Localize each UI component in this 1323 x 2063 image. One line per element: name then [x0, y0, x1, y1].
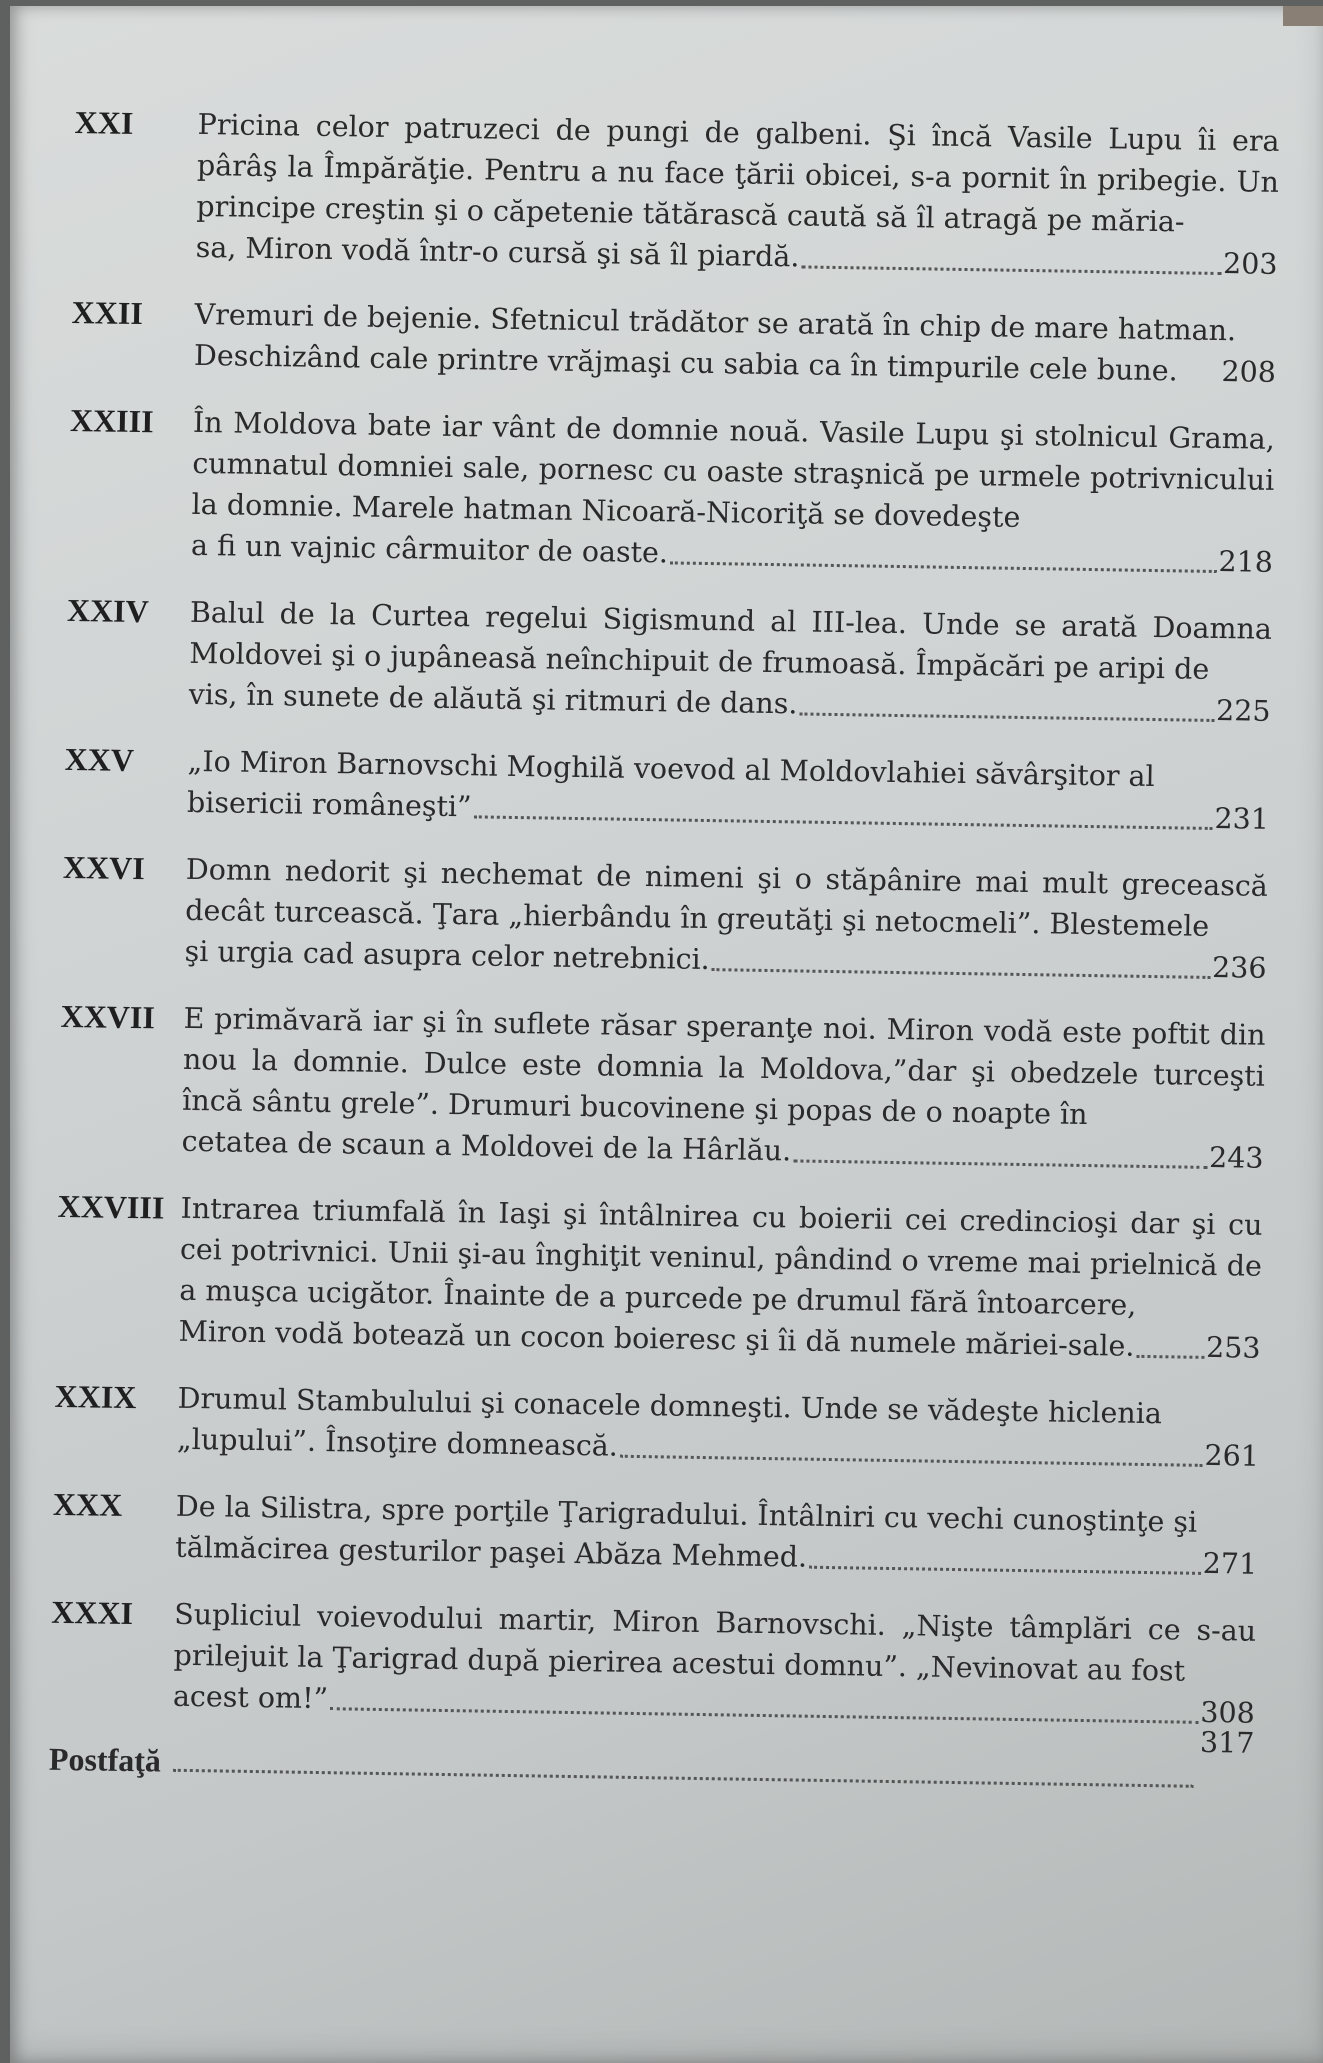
chapter-description	[191, 402, 1275, 583]
chapter-text: „Io Miron Barnovschi Moghilă voevod al Moldovlahiei săvârşitor al	[187, 744, 1155, 794]
page-number: 271	[1202, 1546, 1258, 1581]
page-corner	[1283, 6, 1323, 26]
table-of-contents	[49, 102, 1280, 1797]
chapter-text: Vremuri de bejenie. Sfetnicul trădător se arată în chip de mare hatman.	[194, 297, 1237, 348]
toc-entry	[54, 1376, 1260, 1477]
dot-leader	[799, 702, 1214, 722]
chapter-number: XXIV	[66, 591, 150, 630]
chapter-description	[181, 998, 1265, 1179]
chapter-number: XXVII	[60, 997, 156, 1036]
dot-leader	[670, 551, 1217, 573]
chapter-text-tail: tălmăcirea gesturilor paşei Abăza Mehmed.	[175, 1530, 808, 1574]
page-number: 243	[1208, 1140, 1264, 1175]
chapter-number: XXVIII	[57, 1187, 165, 1226]
page-number: 261	[1204, 1438, 1260, 1473]
dot-leader	[1136, 1345, 1204, 1359]
chapter-text: În Moldova bate iar vânt de domnie nouă. Vasile Lupu şi stolnicul Grama, cumnatul domniei sale, pornesc cu oaste straşnică pe urmele potrivnicului la domnie. Marele hatman Nicoară-Nicoriţă se dovedeşte	[191, 405, 1276, 534]
chapter-text-tail: Deschizând cale printre vrăjmaşi cu sabia ca în timpurile cele bune.	[193, 338, 1178, 388]
toc-entry	[55, 1186, 1262, 1369]
toc-entry	[68, 400, 1275, 583]
page-number: 225	[1215, 694, 1271, 728]
chapter-text: Domn nedorit şi nechemat de nimeni şi o stăpânire mai mult grecească decât turcească. Ţara „hierbându în greutăţi şi netocmeli”. Blestemele	[185, 852, 1269, 943]
dot-leader	[712, 958, 1211, 979]
chapter-text: E primăvară iar şi în suflete răsar speranţe noi. Miron vodă este poftit din nou la domnie. Dulce este domnia la Moldova,”dar şi obedzele turceşti încă sântu grele”. Drumuri bucovinene şi popas de o noapte în	[182, 1001, 1266, 1132]
dot-leader	[473, 805, 1212, 830]
dot-leader	[173, 1759, 1194, 1788]
dot-leader	[801, 255, 1221, 275]
page-number: 208	[1221, 355, 1277, 389]
chapter-description	[173, 1594, 1257, 1734]
chapter-description	[177, 1378, 1260, 1477]
chapter-description	[195, 104, 1279, 285]
dot-leader	[620, 1445, 1203, 1467]
page-number: 253	[1205, 1330, 1261, 1365]
chapter-number: XXV	[64, 740, 135, 779]
page-number: 203	[1222, 247, 1278, 281]
toc-entry	[50, 1592, 1257, 1734]
chapter-description	[175, 1486, 1258, 1585]
chapter-number: XXX	[52, 1485, 123, 1523]
page-number: 308	[1200, 1695, 1256, 1730]
chapter-number: XXI	[74, 103, 134, 141]
chapter-text-tail: cetatea de scaun a Moldovei de la Hârlău.	[181, 1124, 792, 1168]
dot-leader	[809, 1556, 1201, 1575]
chapter-description	[187, 741, 1270, 840]
book-page	[10, 6, 1323, 2063]
toc-entry	[65, 590, 1272, 732]
chapter-number: XXIII	[69, 401, 154, 440]
chapter-description	[188, 592, 1272, 732]
chapter-text-tail: şi urgia cad asupra celor netrebnici.	[184, 934, 711, 977]
chapter-text: De la Silistra, spre porţile Ţarigradului. Întâlniri cu vechi cunoştinţe şi	[175, 1489, 1198, 1539]
chapter-number: XXIX	[54, 1377, 137, 1416]
chapter-text: Intrarea triumfală în Iaşi şi întâlnirea cu boierii cei credincioşi dar şi cu cei potrivnici. Unii şi-au înghiţit veninul, pândind o vreme mai prielnică de a muşca ucigător. Înainte de a purcede pe drumul fără întoarcere,	[179, 1191, 1263, 1322]
chapter-number: XXXI	[50, 1593, 134, 1632]
dot-leader	[793, 1149, 1207, 1169]
page-number: 317	[1199, 1725, 1255, 1760]
chapter-description	[194, 294, 1277, 393]
chapter-text-tail: sa, Miron vodă într-o cursă şi să îl piardă.	[195, 230, 800, 274]
toc-entry	[52, 1484, 1258, 1585]
chapter-description	[178, 1188, 1262, 1369]
chapter-text: Drumul Stambulului şi conacele domneşti. Unde se vădeşte hiclenia	[177, 1381, 1163, 1431]
chapter-description	[184, 849, 1268, 989]
postfata-label: Postfaţă	[48, 1740, 162, 1779]
toc-entry	[72, 102, 1279, 285]
chapter-text: Balul de la Curtea regelui Sigismund al III-lea. Unde se arată Doamna Moldovei şi o jupâneasă neînchipuit de frumoasă. Împăcări pe aripi de	[189, 595, 1273, 686]
dot-leader	[1180, 372, 1220, 383]
toc-entry	[58, 996, 1265, 1179]
chapter-text-tail: Miron vodă botează un cocon boieresc şi îi dă numele măriei-sale.	[178, 1314, 1135, 1363]
page-number: 218	[1218, 545, 1274, 579]
chapter-number: XXVI	[62, 848, 146, 887]
chapter-text-tail: „lupului”. Însoţire domnească.	[176, 1422, 619, 1463]
page-number: 236	[1211, 950, 1267, 985]
chapter-text: Supliciul voievodului martir, Miron Barnovschi. „Nişte tâmplări ce s-au prilejuit la Ţarigrad după pierirea acestui domnu”. „Nevinovat au fost	[173, 1597, 1257, 1688]
dot-leader	[330, 1697, 1199, 1724]
chapter-number: XXII	[71, 293, 144, 332]
toc-entry	[61, 847, 1268, 989]
postfata-entry	[48, 1725, 1255, 1797]
chapter-text-tail: acest om!”	[172, 1679, 329, 1716]
chapter-text-tail: vis, în sunete de alăută şi ritmuri de dans.	[188, 677, 798, 721]
chapter-text: Pricina celor patruzeci de pungi de galbeni. Şi încă Vasile Lupu îi era pârâş la Împărăţie. Pentru a nu face ţării obicei, s-a pornit în pribegie. Un principe creştin şi o căpetenie tătărască caută să îl atragă pe măria-	[196, 107, 1280, 239]
page-number: 231	[1214, 801, 1270, 836]
toc-entry	[64, 739, 1270, 840]
chapter-text-tail: a fi un vajnic cârmuitor de oaste.	[190, 528, 669, 570]
toc-entry	[71, 292, 1277, 393]
chapter-text-tail: bisericii româneşti”	[186, 785, 472, 824]
